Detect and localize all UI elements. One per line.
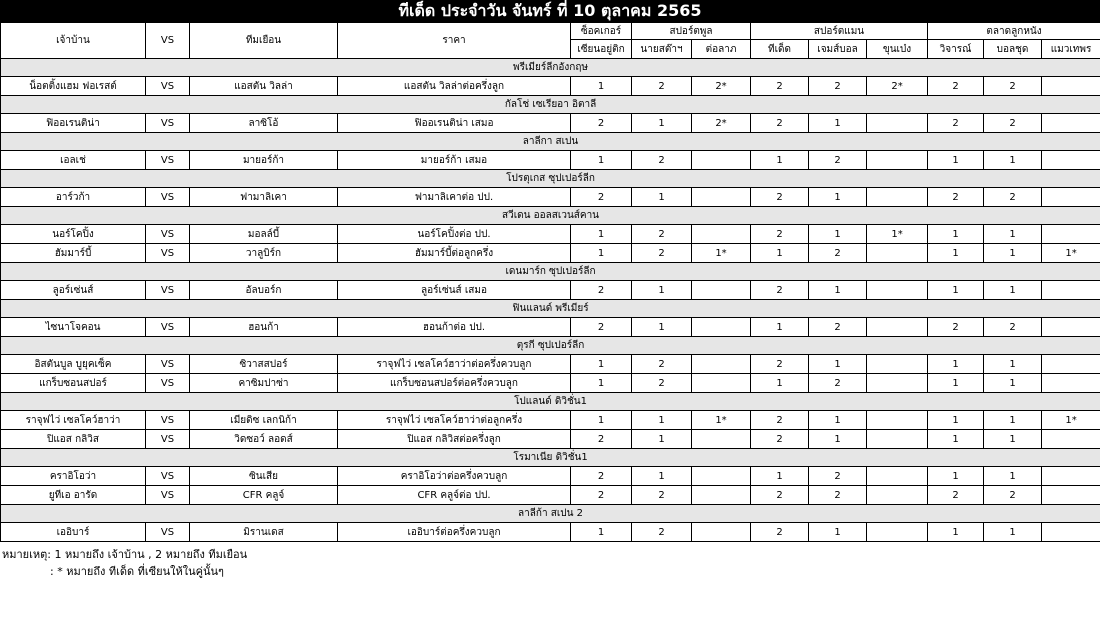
- pick-cell: 1: [809, 188, 867, 207]
- vs-label: VS: [146, 225, 190, 244]
- pick-cell: 2: [571, 114, 632, 133]
- pick-cell: 1: [928, 523, 984, 542]
- pick-cell: 2: [928, 188, 984, 207]
- pick-cell: 1: [984, 411, 1042, 430]
- pick-cell: [867, 523, 928, 542]
- header-tipster: ขุนเบ๋ง: [867, 40, 928, 59]
- pick-cell: 1: [928, 411, 984, 430]
- pick-cell: 1: [984, 467, 1042, 486]
- pick-cell: 1: [928, 151, 984, 170]
- header-group-market: ตลาดลูกหนัง: [928, 23, 1100, 40]
- pick-cell: 2: [751, 430, 809, 449]
- price-text: นอร์โคปิ้งต่อ ปป.: [338, 225, 571, 244]
- match-row: [1, 225, 1100, 244]
- vs-label: VS: [146, 374, 190, 393]
- pick-cell: 1: [984, 244, 1042, 263]
- vs-label: VS: [146, 281, 190, 300]
- away-team: แอสตัน วิลล่า: [190, 77, 338, 96]
- pick-cell: 2: [928, 486, 984, 505]
- pick-cell: 1: [751, 467, 809, 486]
- pick-cell: [692, 355, 751, 374]
- away-team: ฮอนก้า: [190, 318, 338, 337]
- pick-cell: 1: [809, 114, 867, 133]
- pick-cell: 1: [928, 430, 984, 449]
- league-row: [1, 300, 1100, 318]
- pick-cell: 1: [984, 281, 1042, 300]
- pick-cell: [692, 318, 751, 337]
- header-away: ทีมเยือน: [190, 23, 338, 59]
- pick-cell: 2: [571, 188, 632, 207]
- home-team: ไซนาโจคอน: [1, 318, 146, 337]
- match-row: [1, 467, 1100, 486]
- pick-cell: [1042, 523, 1100, 542]
- league-row: [1, 59, 1100, 77]
- header-tipster: ต่อลาภ: [692, 40, 751, 59]
- header-tipster: นายสต๊าฯ: [632, 40, 692, 59]
- pick-cell: 2*: [692, 77, 751, 96]
- away-team: เมียดิซ เลกนิก้า: [190, 411, 338, 430]
- match-row: [1, 114, 1100, 133]
- pick-cell: [692, 430, 751, 449]
- pick-cell: 1: [928, 244, 984, 263]
- vs-label: VS: [146, 318, 190, 337]
- pick-cell: 1*: [867, 225, 928, 244]
- pick-cell: 1*: [692, 244, 751, 263]
- match-row: [1, 486, 1100, 505]
- home-team: แกร็บซอนสปอร์: [1, 374, 146, 393]
- pick-cell: 1: [809, 430, 867, 449]
- pick-cell: 2: [809, 467, 867, 486]
- home-team: ยูทีเอ อารัด: [1, 486, 146, 505]
- pick-cell: 1*: [692, 411, 751, 430]
- pick-cell: 2*: [692, 114, 751, 133]
- pick-cell: 1*: [1042, 411, 1100, 430]
- pick-cell: [692, 151, 751, 170]
- pick-cell: [1042, 281, 1100, 300]
- match-row: [1, 411, 1100, 430]
- pick-cell: 2: [751, 486, 809, 505]
- pick-cell: 2: [632, 523, 692, 542]
- away-team: คาซิมปาซ่า: [190, 374, 338, 393]
- pick-cell: 1: [571, 151, 632, 170]
- pick-cell: 1: [809, 355, 867, 374]
- header-group-sportman: สปอร์ตแมน: [751, 23, 928, 40]
- header-row-groups: [1, 23, 1100, 40]
- pick-cell: [1042, 430, 1100, 449]
- pick-cell: 2: [632, 374, 692, 393]
- pick-cell: [692, 188, 751, 207]
- league-row: [1, 337, 1100, 355]
- pick-cell: 1: [571, 355, 632, 374]
- pick-cell: 2: [571, 318, 632, 337]
- pick-cell: [867, 430, 928, 449]
- pick-cell: 2: [928, 114, 984, 133]
- pick-cell: 2*: [867, 77, 928, 96]
- pick-cell: [1042, 374, 1100, 393]
- pick-cell: 1: [984, 523, 1042, 542]
- vs-label: VS: [146, 355, 190, 374]
- pick-cell: 1: [809, 225, 867, 244]
- header-tipster: ทีเด็ด: [751, 40, 809, 59]
- league-row: [1, 505, 1100, 523]
- pick-cell: [1042, 114, 1100, 133]
- league-name: โปรตุเกส ซุปเปอร์ลีก: [1, 170, 1100, 188]
- match-row: [1, 151, 1100, 170]
- home-team: ลูอร์เซ่นส์: [1, 281, 146, 300]
- pick-cell: [1042, 467, 1100, 486]
- pick-cell: 1: [928, 281, 984, 300]
- home-team: อิสตันบูล บูยุคเซ็ค: [1, 355, 146, 374]
- pick-cell: [867, 281, 928, 300]
- home-team: ฮัมมาร์บี้: [1, 244, 146, 263]
- pick-cell: 1: [984, 225, 1042, 244]
- pick-cell: [867, 151, 928, 170]
- away-team: วาลูบิร์ก: [190, 244, 338, 263]
- pick-cell: 1: [751, 244, 809, 263]
- league-name: พรีเมียร์ลีกอังกฤษ: [1, 59, 1100, 77]
- vs-label: VS: [146, 523, 190, 542]
- header-tipster: บอลชุด: [984, 40, 1042, 59]
- header-tipster: เจมส์บอล: [809, 40, 867, 59]
- pick-cell: [867, 318, 928, 337]
- pick-cell: [1042, 318, 1100, 337]
- pick-cell: 1: [571, 225, 632, 244]
- vs-label: VS: [146, 467, 190, 486]
- price-text: คราอิโอว่าต่อครึ่งควบลูก: [338, 467, 571, 486]
- notes: [0, 546, 1100, 580]
- match-row: [1, 318, 1100, 337]
- pick-cell: 1: [632, 318, 692, 337]
- vs-label: VS: [146, 486, 190, 505]
- pick-cell: [867, 188, 928, 207]
- match-row: [1, 374, 1100, 393]
- pick-cell: 2: [928, 77, 984, 96]
- price-text: ฮัมมาร์บี้ต่อลูกครึ่ง: [338, 244, 571, 263]
- league-name: สวีเดน ออลสเวนส์คาน: [1, 207, 1100, 225]
- pick-cell: 2: [751, 523, 809, 542]
- pick-cell: 2: [571, 467, 632, 486]
- pick-cell: 2: [984, 188, 1042, 207]
- header-price: ราคา: [338, 23, 571, 59]
- pick-cell: 2: [632, 225, 692, 244]
- pick-cell: 1: [632, 430, 692, 449]
- pick-cell: [867, 467, 928, 486]
- price-text: ฟามาลิเคาต่อ ปป.: [338, 188, 571, 207]
- pick-cell: 1: [809, 523, 867, 542]
- pick-cell: 2: [751, 225, 809, 244]
- pick-cell: 1: [571, 77, 632, 96]
- pick-cell: 1: [751, 374, 809, 393]
- home-team: คราอิโอว่า: [1, 467, 146, 486]
- pick-cell: 2: [632, 244, 692, 263]
- vs-label: VS: [146, 430, 190, 449]
- pick-cell: 1: [751, 151, 809, 170]
- pick-cell: 2: [809, 318, 867, 337]
- pick-cell: 1: [928, 225, 984, 244]
- pick-cell: [692, 225, 751, 244]
- price-text: CFR คลูจ์ต่อ ปป.: [338, 486, 571, 505]
- pick-cell: 2: [984, 318, 1042, 337]
- league-name: ตุรกี ซุปเปอร์ลีก: [1, 337, 1100, 355]
- match-row: [1, 355, 1100, 374]
- pick-cell: 2: [571, 486, 632, 505]
- away-team: วิดซอว์ ลอดส์: [190, 430, 338, 449]
- pick-cell: [1042, 225, 1100, 244]
- away-team: มายอร์ก้า: [190, 151, 338, 170]
- pick-cell: [692, 374, 751, 393]
- away-team: ซินเสีย: [190, 467, 338, 486]
- pick-cell: 2: [751, 281, 809, 300]
- vs-label: VS: [146, 188, 190, 207]
- pick-cell: 1*: [1042, 244, 1100, 263]
- league-row: [1, 170, 1100, 188]
- pick-cell: 2: [751, 114, 809, 133]
- league-name: ลาลีก้า สเปน 2: [1, 505, 1100, 523]
- league-name: โรมาเนีย ดิวิชั่น1: [1, 449, 1100, 467]
- match-row: [1, 281, 1100, 300]
- league-name: โปแลนด์ ดิวิชั่น1: [1, 393, 1100, 411]
- pick-cell: 1: [984, 430, 1042, 449]
- header-tipster: เซียนอยู่ติก: [571, 40, 632, 59]
- away-team: ฟามาลิเคา: [190, 188, 338, 207]
- pick-cell: 2: [809, 244, 867, 263]
- away-team: มิรานเดส: [190, 523, 338, 542]
- pick-cell: 2: [809, 486, 867, 505]
- header-group-sportpool: สปอร์ตพูล: [632, 23, 751, 40]
- pick-cell: [1042, 151, 1100, 170]
- pick-cell: [867, 244, 928, 263]
- tips-table-body: [1, 59, 1100, 542]
- header-tipster: วิจารณ์: [928, 40, 984, 59]
- pick-cell: 1: [928, 467, 984, 486]
- match-row: [1, 244, 1100, 263]
- vs-label: VS: [146, 244, 190, 263]
- pick-cell: 2: [751, 77, 809, 96]
- pick-cell: 1: [571, 244, 632, 263]
- home-team: อาร์วก้า: [1, 188, 146, 207]
- pick-cell: [867, 486, 928, 505]
- price-text: ฮอนก้าต่อ ปป.: [338, 318, 571, 337]
- away-team: ลาซิโอ้: [190, 114, 338, 133]
- vs-label: VS: [146, 411, 190, 430]
- pick-cell: 1: [809, 281, 867, 300]
- pick-cell: [867, 411, 928, 430]
- pick-cell: 1: [632, 188, 692, 207]
- price-text: ฟิออเรนติน่า เสมอ: [338, 114, 571, 133]
- pick-cell: 1: [984, 151, 1042, 170]
- price-text: ปิแอส กลิวิสต่อครึ่งลูก: [338, 430, 571, 449]
- home-team: ราจุฟไว่ เซลโคว์ฮาว่า: [1, 411, 146, 430]
- pick-cell: [1042, 355, 1100, 374]
- price-text: แกร็บซอนสปอร์ต่อครึ่งควบลูก: [338, 374, 571, 393]
- home-team: ปิแอส กลิวิส: [1, 430, 146, 449]
- away-team: ซิวาสสปอร์: [190, 355, 338, 374]
- note-star: : * หมายถึง ทีเด็ด ที่เซียนให้ในคู่นั้นๆ: [50, 565, 224, 578]
- away-team: อัลบอร์ก: [190, 281, 338, 300]
- league-row: [1, 449, 1100, 467]
- pick-cell: 1: [632, 467, 692, 486]
- pick-cell: [1042, 486, 1100, 505]
- pick-cell: [1042, 188, 1100, 207]
- header-group-soccer: ซ็อคเกอร์: [571, 23, 632, 40]
- pick-cell: [867, 355, 928, 374]
- pick-cell: 2: [928, 318, 984, 337]
- header-vs: VS: [146, 23, 190, 59]
- league-name: กัลโช่ เซเรียอา อิตาลี: [1, 96, 1100, 114]
- pick-cell: 2: [809, 151, 867, 170]
- note-legend: หมายเหตุ: 1 หมายถึง เจ้าบ้าน , 2 หมายถึง ทีมเยือน: [2, 548, 248, 561]
- league-row: [1, 263, 1100, 281]
- header-home: เจ้าบ้าน: [1, 23, 146, 59]
- price-text: แอสตัน วิลล่าต่อครึ่งลูก: [338, 77, 571, 96]
- pick-cell: 2: [809, 374, 867, 393]
- league-row: [1, 207, 1100, 225]
- pick-cell: 1: [632, 411, 692, 430]
- league-row: [1, 133, 1100, 151]
- pick-cell: 1: [928, 374, 984, 393]
- pick-cell: 1: [632, 281, 692, 300]
- pick-cell: [692, 467, 751, 486]
- pick-cell: 2: [632, 355, 692, 374]
- pick-cell: 1: [984, 355, 1042, 374]
- pick-cell: 2: [632, 77, 692, 96]
- pick-cell: 1: [571, 374, 632, 393]
- league-row: [1, 96, 1100, 114]
- pick-cell: 2: [632, 151, 692, 170]
- pick-cell: [692, 281, 751, 300]
- pick-cell: [867, 374, 928, 393]
- price-text: มายอร์ก้า เสมอ: [338, 151, 571, 170]
- price-text: ลูอร์เซ่นส์ เสมอ: [338, 281, 571, 300]
- league-name: เดนมาร์ก ซุปเปอร์ลีก: [1, 263, 1100, 281]
- home-team: เออิบาร์: [1, 523, 146, 542]
- pick-cell: 2: [632, 486, 692, 505]
- vs-label: VS: [146, 114, 190, 133]
- home-team: เอลเช่: [1, 151, 146, 170]
- pick-cell: 2: [571, 281, 632, 300]
- home-team: น็อตติ้งแฮม ฟอเรสต์: [1, 77, 146, 96]
- pick-cell: 1: [571, 523, 632, 542]
- page-title: ทีเด็ด ประจำวัน จันทร์ ที่ 10 ตุลาคม 2565: [0, 0, 1100, 22]
- league-row: [1, 393, 1100, 411]
- league-name: ลาลีกา สเปน: [1, 133, 1100, 151]
- vs-label: VS: [146, 151, 190, 170]
- match-row: [1, 430, 1100, 449]
- price-text: ราจุฟไว่ เซลโคว์ฮาว่าต่อครึ่งควบลูก: [338, 355, 571, 374]
- pick-cell: 1: [928, 355, 984, 374]
- pick-cell: 2: [571, 430, 632, 449]
- match-row: [1, 77, 1100, 96]
- league-name: ฟินแลนด์ พรีเมียร์: [1, 300, 1100, 318]
- pick-cell: [692, 486, 751, 505]
- match-row: [1, 188, 1100, 207]
- price-text: เออิบาร์ต่อครึ่งควบลูก: [338, 523, 571, 542]
- pick-cell: 2: [751, 188, 809, 207]
- vs-label: VS: [146, 77, 190, 96]
- pick-cell: 1: [809, 411, 867, 430]
- tips-table: [0, 22, 1100, 542]
- pick-cell: 2: [751, 411, 809, 430]
- pick-cell: 2: [751, 355, 809, 374]
- home-team: นอร์โคปิ้ง: [1, 225, 146, 244]
- home-team: ฟิออเรนติน่า: [1, 114, 146, 133]
- pick-cell: [867, 114, 928, 133]
- price-text: ราจุฟไว่ เซลโคว์ฮาว่าต่อลูกครึ่ง: [338, 411, 571, 430]
- away-team: มอลล์บี้: [190, 225, 338, 244]
- header-tipster: แมวเทพร: [1042, 40, 1100, 59]
- match-row: [1, 523, 1100, 542]
- pick-cell: [692, 523, 751, 542]
- pick-cell: 1: [632, 114, 692, 133]
- away-team: CFR คลูจ์: [190, 486, 338, 505]
- pick-cell: [1042, 77, 1100, 96]
- pick-cell: 2: [984, 77, 1042, 96]
- pick-cell: 1: [751, 318, 809, 337]
- pick-cell: 2: [984, 114, 1042, 133]
- pick-cell: 2: [984, 486, 1042, 505]
- pick-cell: 1: [984, 374, 1042, 393]
- pick-cell: 1: [571, 411, 632, 430]
- pick-cell: 2: [809, 77, 867, 96]
